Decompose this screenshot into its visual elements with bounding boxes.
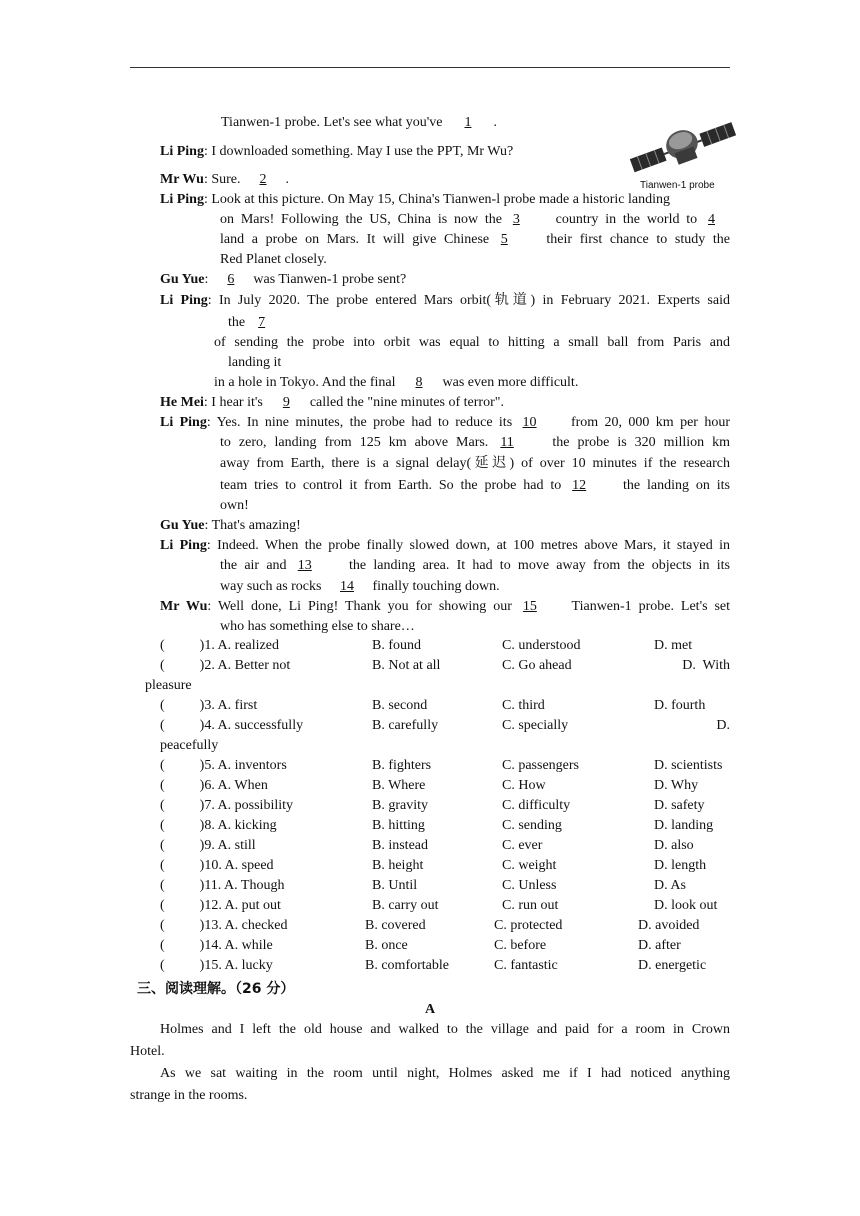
- blank-2[interactable]: 2: [259, 172, 267, 187]
- passage-line: strange in the rooms.: [130, 1088, 248, 1103]
- option-c[interactable]: C. run out: [502, 898, 559, 913]
- question-item: ( )6. A. When: [160, 778, 268, 793]
- probe-caption: Tianwen-1 probe: [640, 180, 715, 191]
- passage-line: As we sat waiting in the room until night, Holmes asked me if I had noticed anything: [160, 1066, 730, 1081]
- blank-1[interactable]: 1: [464, 115, 472, 130]
- dialogue-line: the air and 13 the landing area. It had to move away from the objects in its: [220, 558, 731, 573]
- speaker-name: He Mei: [160, 395, 204, 410]
- option-d[interactable]: D. scientists: [654, 758, 723, 773]
- option-d[interactable]: D.: [716, 718, 730, 733]
- dialogue-line: in a hole in Tokyo. And the final 8 was even more difficult.: [214, 375, 579, 390]
- dialogue-line: own!: [220, 498, 249, 513]
- question-item: ( )1. A. realized: [160, 638, 279, 653]
- dialogue-line: who has something else to share…: [220, 619, 415, 634]
- dialogue-line: Gu Yue: 6 was Tianwen-1 probe sent?: [160, 272, 407, 287]
- blank-6[interactable]: 6: [227, 272, 235, 287]
- option-c[interactable]: C. protected: [494, 918, 563, 933]
- option-b[interactable]: B. carry out: [372, 898, 439, 913]
- option-d[interactable]: D. energetic: [638, 958, 707, 973]
- option-b[interactable]: B. Where: [372, 778, 426, 793]
- dialogue-line: Li Ping: In July 2020. The probe entered Mars orbit(轨道) in February 2021. Experts said: [160, 293, 730, 308]
- blank-4[interactable]: 4: [708, 212, 715, 227]
- question-item: ( )13. A. checked: [160, 918, 288, 933]
- option-b[interactable]: B. carefully: [372, 718, 439, 733]
- question-item: ( )7. A. possibility: [160, 798, 294, 813]
- question-item: ( )12. A. put out: [160, 898, 281, 913]
- blank-5[interactable]: 5: [500, 232, 508, 247]
- blank-12[interactable]: 12: [572, 478, 587, 493]
- question-item: ( )4. A. successfully: [160, 718, 304, 733]
- dialogue-line: on Mars! Following the US, China is now the 3 country in the world to 4: [220, 211, 730, 229]
- option-d[interactable]: D. safety: [654, 798, 705, 813]
- option-d[interactable]: D. length: [654, 858, 707, 873]
- question-item: ( )10. A. speed: [160, 858, 274, 873]
- blank-8[interactable]: 8: [415, 375, 423, 390]
- dialogue-line: Mr Wu: Well done, Li Ping! Thank you for showing our 15 Tianwen-1 probe. Let's set: [160, 599, 731, 614]
- option-c[interactable]: C. specially: [502, 718, 569, 733]
- option-b[interactable]: B. Until: [372, 878, 418, 893]
- option-b[interactable]: B. comfortable: [365, 958, 449, 973]
- question-item: ( )9. A. still: [160, 838, 256, 853]
- dialogue-line: Mr Wu: Sure. 2 .: [160, 172, 290, 187]
- dialogue-line: away from Earth, there is a signal delay(延迟) of over 10 minutes if the research: [220, 456, 730, 471]
- question-item: ( )8. A. kicking: [160, 818, 277, 833]
- option-d[interactable]: D. Why: [654, 778, 699, 793]
- option-d[interactable]: D. met: [654, 638, 693, 653]
- option-d[interactable]: D. As: [654, 878, 686, 893]
- dialogue-line: to zero, landing from 125 km above Mars. 11 the probe is 320 million km: [220, 435, 731, 450]
- speaker-name: Li Ping: [160, 192, 204, 207]
- option-d[interactable]: D. also: [654, 838, 694, 853]
- option-c[interactable]: C. ever: [502, 838, 543, 853]
- speaker-name: Li Ping: [160, 144, 204, 159]
- option-b[interactable]: B. once: [365, 938, 408, 953]
- section-heading: 三、阅读理解。（26 分）: [137, 981, 295, 997]
- blank-7[interactable]: 7: [258, 315, 266, 330]
- question-item: ( )3. A. first: [160, 698, 258, 713]
- option-b[interactable]: B. second: [372, 698, 428, 713]
- option-c[interactable]: C. before: [494, 938, 547, 953]
- option-c[interactable]: C. third: [502, 698, 545, 713]
- option-c[interactable]: C. understood: [502, 638, 581, 653]
- dialogue-line: Tianwen-1 probe. Let's see what you've 1 .: [221, 115, 497, 130]
- option-c[interactable]: C. weight: [502, 858, 557, 873]
- option-b[interactable]: B. instead: [372, 838, 428, 853]
- question-item: ( )15. A. lucky: [160, 958, 273, 973]
- dialogue-line: of sending the probe into orbit was equal to hitting a small ball from Paris and: [214, 335, 730, 350]
- option-c[interactable]: C. passengers: [502, 758, 579, 773]
- dialogue-line: Li Ping: Yes. In nine minutes, the probe had to reduce its 10 from 20, 000 km per hour: [160, 415, 731, 430]
- question-item: ( )5. A. inventors: [160, 758, 287, 773]
- option-d[interactable]: D. look out: [654, 898, 718, 913]
- option-c[interactable]: C. sending: [502, 818, 562, 833]
- blank-15[interactable]: 15: [522, 599, 537, 614]
- dialogue-line: Li Ping: I downloaded something. May I use the PPT, Mr Wu?: [160, 144, 514, 159]
- blank-11[interactable]: 11: [500, 435, 514, 450]
- speaker-name: Mr Wu: [160, 599, 208, 614]
- speaker-name: Li Ping: [160, 538, 207, 553]
- option-d[interactable]: D. avoided: [638, 918, 700, 933]
- option-b[interactable]: B. found: [372, 638, 421, 653]
- dialogue-line: the 7: [228, 314, 275, 332]
- option-d[interactable]: D. after: [638, 938, 681, 953]
- passage-line: Hotel.: [130, 1044, 165, 1059]
- option-c[interactable]: C. How: [502, 778, 546, 793]
- question-item: ( )14. A. while: [160, 938, 273, 953]
- dialogue-line: Li Ping: Indeed. When the probe finally slowed down, at 100 metres above Mars, it stayed in: [160, 538, 730, 553]
- option-b[interactable]: B. Not at all: [372, 658, 441, 673]
- blank-14[interactable]: 14: [339, 579, 354, 594]
- option-d[interactable]: D. With: [682, 658, 730, 673]
- dialogue-line: landing it: [228, 355, 282, 370]
- passage-label: A: [424, 1002, 436, 1017]
- option-d[interactable]: D. landing: [654, 818, 714, 833]
- dialogue-line: land a probe on Mars. It will give Chinese 5 their first chance to study the: [220, 232, 730, 247]
- speaker-name: Mr Wu: [160, 172, 204, 187]
- question-item: ( )2. A. Better not: [160, 658, 291, 673]
- dialogue-line: Gu Yue: That's amazing!: [160, 518, 301, 533]
- option-b[interactable]: B. gravity: [372, 798, 428, 813]
- dialogue-line: team tries to control it from Earth. So the probe had to 12 the landing on its: [220, 478, 731, 493]
- blank-9[interactable]: 9: [282, 395, 290, 410]
- option-c[interactable]: C. fantastic: [494, 958, 558, 973]
- speaker-name: Li Ping: [160, 293, 208, 308]
- dialogue-line: Li Ping: Look at this picture. On May 15, China's Tianwen-l probe made a historic landing: [160, 192, 670, 207]
- speaker-name: Li Ping: [160, 415, 207, 430]
- question-item: ( )11. A. Though: [160, 878, 285, 893]
- speaker-name: Gu Yue: [160, 272, 205, 287]
- option-b[interactable]: B. covered: [365, 918, 426, 933]
- option-b[interactable]: B. height: [372, 858, 424, 873]
- option-c[interactable]: C. Unless: [502, 878, 557, 893]
- option-c[interactable]: C. difficulty: [502, 798, 571, 813]
- header-rule: [130, 67, 730, 68]
- option-d-wrap: peacefully: [160, 738, 219, 753]
- option-d-wrap: pleasure: [145, 678, 192, 693]
- dialogue-line: He Mei: I hear it's 9 called the "nine minutes of terror".: [160, 395, 504, 410]
- option-d[interactable]: D. fourth: [654, 698, 706, 713]
- dialogue-line: way such as rocks 14 finally touching down.: [220, 579, 500, 594]
- blank-10[interactable]: 10: [522, 415, 537, 430]
- passage-line: Holmes and I left the old house and walked to the village and paid for a room in Crown: [160, 1022, 730, 1037]
- option-b[interactable]: B. hitting: [372, 818, 425, 833]
- blank-3[interactable]: 3: [512, 212, 520, 227]
- speaker-name: Gu Yue: [160, 518, 205, 533]
- option-c[interactable]: C. Go ahead: [502, 658, 572, 673]
- blank-13[interactable]: 13: [297, 558, 312, 573]
- dialogue-line: Red Planet closely.: [220, 252, 327, 267]
- option-b[interactable]: B. fighters: [372, 758, 432, 773]
